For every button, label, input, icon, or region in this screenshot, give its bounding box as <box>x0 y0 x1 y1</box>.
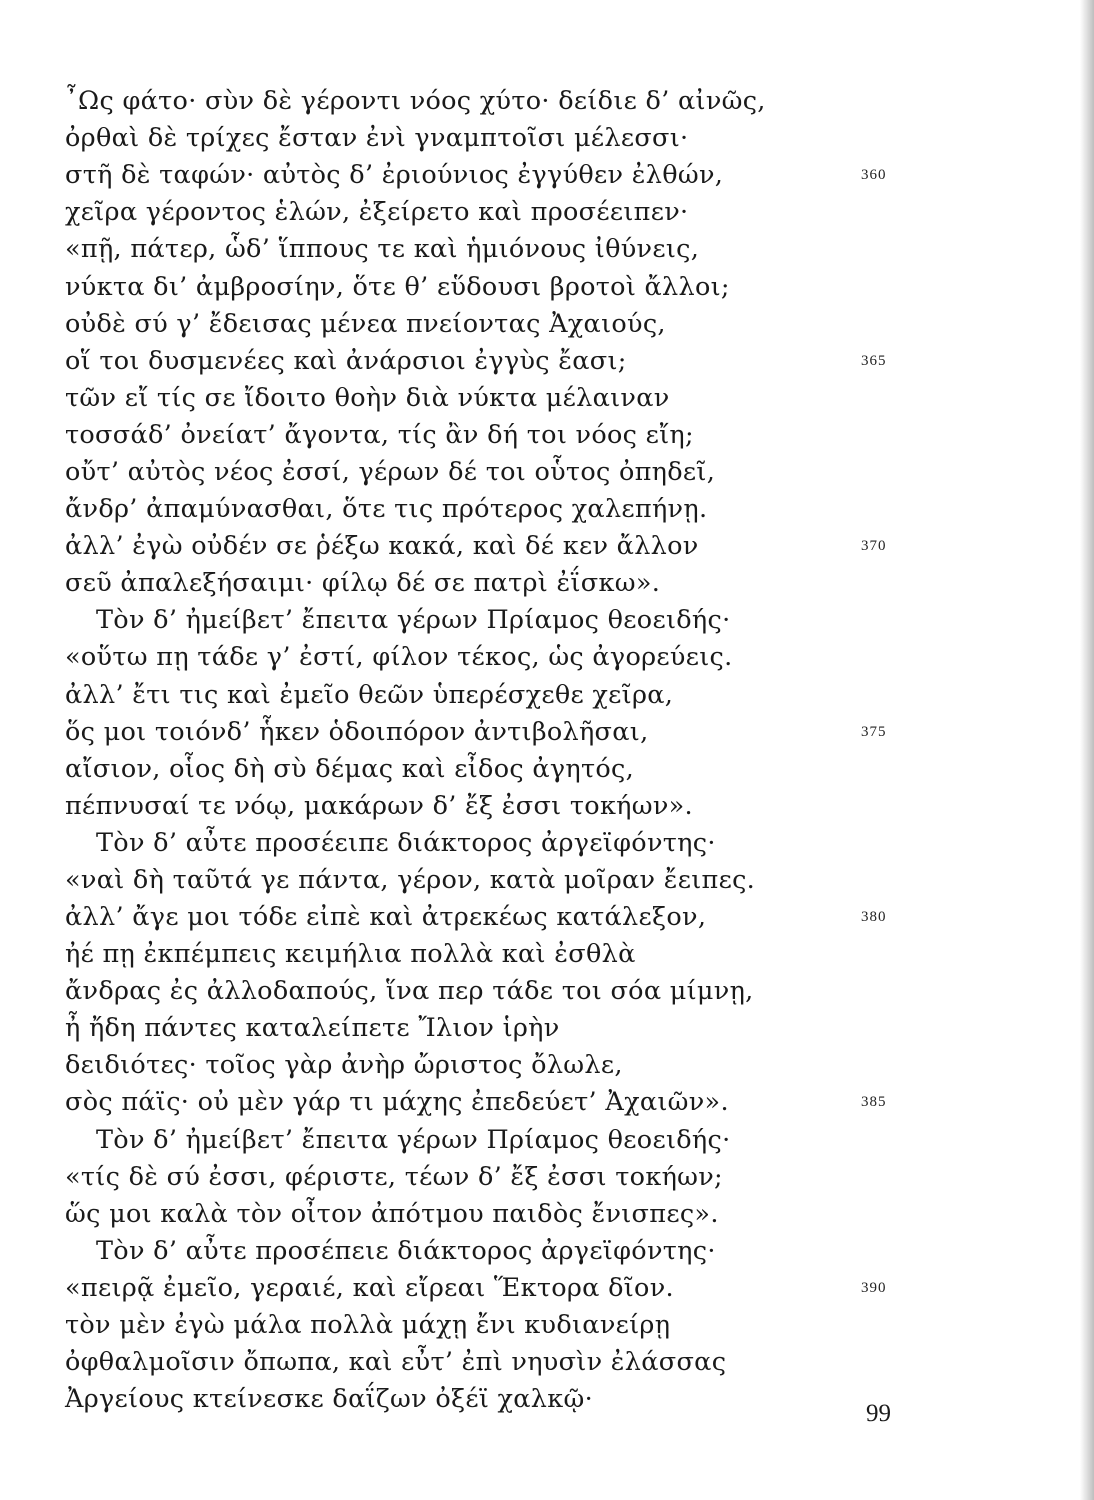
verse-text: ἦ ἤδη πάντες καταλείπετε Ἴλιον ἱρὴν <box>65 1013 560 1043</box>
verse-line <box>0 192 1094 232</box>
verse-line <box>0 897 1094 937</box>
verse-text: οὐδὲ σύ γ’ ἔδεισας μένεα πνείοντας Ἀχαιούς, <box>65 309 666 339</box>
verse-text: «πῇ, πάτερ, ὧδ’ ἵππους τε καὶ ἡμιόνους ἰθύνεις, <box>65 234 700 264</box>
verse-line <box>0 229 1094 269</box>
verse-line <box>0 860 1094 900</box>
verse-line <box>0 563 1094 603</box>
verse-text: οὔτ’ αὐτὸς νέος ἐσσί, γέρων δέ τοι οὗτος ὀπηδεῖ, <box>65 457 716 487</box>
verse-text: τῶν εἴ τίς σε ἴδοιτο θοὴν διὰ νύκτα μέλαιναν <box>65 383 670 413</box>
verse-line <box>0 600 1094 640</box>
line-number: 380 <box>861 909 887 925</box>
verse-line <box>0 118 1094 158</box>
verse-text: «ναὶ δὴ ταῦτά γε πάντα, γέρον, κατὰ μοῖραν ἔειπες. <box>65 865 756 895</box>
verse-line <box>0 675 1094 715</box>
verse-line <box>0 1231 1094 1271</box>
verse-line <box>0 452 1094 492</box>
verse-text: ὀφθαλμοῖσιν ὄπωπα, καὶ εὖτ’ ἐπὶ νηυσὶν ἐλάσσας <box>65 1347 727 1377</box>
verse-line <box>0 341 1094 381</box>
verse-line <box>0 1305 1094 1345</box>
verse-line <box>0 1379 1094 1419</box>
verse-line <box>0 1120 1094 1160</box>
verse-text: πέπνυσαί τε νόῳ, μακάρων δ’ ἔξ ἐσσι τοκήων». <box>65 791 693 821</box>
verse-text: τὸν μὲν ἐγὼ μάλα πολλὰ μάχῃ ἔνι κυδιανείρῃ <box>65 1310 671 1340</box>
verse-line <box>0 712 1094 752</box>
verse-text: «πειρᾷ ἐμεῖο, γεραιέ, καὶ εἴρεαι Ἕκτορα δῖον. <box>65 1273 674 1303</box>
verse-text: ἀλλ’ ἐγὼ οὐδέν σε ῥέξω κακά, καὶ δέ κεν ἄλλον <box>65 531 699 561</box>
line-number: 375 <box>861 724 887 740</box>
verse-text: δειδιότες· τοῖος γὰρ ἀνὴρ ὤριστος ὄλωλε, <box>65 1050 623 1080</box>
verse-text: Τὸν δ’ αὖτε προσέπειε διάκτορος ἀργεϊφόντης· <box>96 1236 716 1266</box>
verse-line <box>0 415 1094 455</box>
verse-line <box>0 1082 1094 1122</box>
verse-text: Τὸν δ’ ἠμείβετ’ ἔπειτα γέρων Πρίαμος θεοειδής· <box>96 605 731 635</box>
verse-text: σεῦ ἀπαλεξήσαιμι· φίλῳ δέ σε πατρὶ ἐΐσκω». <box>65 568 661 598</box>
verse-line <box>0 786 1094 826</box>
verse-line <box>0 971 1094 1011</box>
verse-text: ὀρθαὶ δὲ τρίχες ἔσταν ἐνὶ γναμπτοῖσι μέλεσσι· <box>65 123 689 153</box>
verse-line <box>0 489 1094 529</box>
verse-line <box>0 1008 1094 1048</box>
verse-text: ἠέ πῃ ἐκπέμπεις κειμήλια πολλὰ καὶ ἐσθλὰ <box>65 939 636 969</box>
verse-line <box>0 378 1094 418</box>
verse-line <box>0 823 1094 863</box>
verse-text: ὥς μοι καλὰ τὸν οἶτον ἀπότμου παιδὸς ἔνισπες». <box>65 1199 719 1229</box>
verse-text: ἄνδρας ἐς ἀλλοδαπούς, ἵνα περ τάδε τοι σόα μίμνῃ, <box>65 976 754 1006</box>
verse-text: τοσσάδ’ ὀνείατ’ ἄγοντα, τίς ἂν δή τοι νόος εἴη; <box>65 420 694 450</box>
verse-line <box>0 1045 1094 1085</box>
verse-text: «τίς δὲ σύ ἐσσι, φέριστε, τέων δ’ ἔξ ἐσσι τοκήων; <box>65 1162 723 1192</box>
verse-line <box>0 1157 1094 1197</box>
verse-text: Ἀργείους κτείνεσκε δαΐζων ὀξέϊ χαλκῷ· <box>65 1384 593 1414</box>
verse-text: αἴσιον, οἷος δὴ σὺ δέμας καὶ εἶδος ἀγητός, <box>65 754 635 784</box>
verse-line <box>0 934 1094 974</box>
verse-line <box>0 1194 1094 1234</box>
verse-text: στῆ δὲ ταφών· αὐτὸς δ’ ἐριούνιος ἐγγύθεν ἐλθών, <box>65 160 724 190</box>
verse-line <box>0 637 1094 677</box>
line-number: 365 <box>861 353 887 369</box>
page-number: 99 <box>866 1400 891 1427</box>
verse-line <box>0 526 1094 566</box>
verse-line <box>0 81 1094 121</box>
verse-text: ἀλλ’ ἄγε μοι τόδε εἰπὲ καὶ ἀτρεκέως κατάλεξον, <box>65 902 707 932</box>
verse-text: νύκτα δι’ ἀμβροσίην, ὅτε θ’ εὕδουσι βροτοὶ ἄλλοι; <box>65 272 730 302</box>
verse-text: ὅς μοι τοιόνδ’ ἧκεν ὁδοιπόρον ἀντιβολῆσαι, <box>65 717 649 747</box>
verse-text: χεῖρα γέροντος ἑλών, ἐξείρετο καὶ προσέειπεν· <box>65 197 689 227</box>
verse-line <box>0 304 1094 344</box>
verse-text: Τὸν δ’ αὖτε προσέειπε διάκτορος ἀργεϊφόντης· <box>96 828 716 858</box>
verse-text: «οὕτω πῃ τάδε γ’ ἐστί, φίλον τέκος, ὡς ἀγορεύεις. <box>65 642 733 672</box>
verse-line <box>0 155 1094 195</box>
verse-text: σὸς πάϊς· οὐ μὲν γάρ τι μάχης ἐπεδεύετ’ Ἀχαιῶν». <box>65 1087 729 1117</box>
verse-text: Τὸν δ’ ἠμείβετ’ ἔπειτα γέρων Πρίαμος θεοειδής· <box>96 1125 731 1155</box>
verse-line <box>0 1268 1094 1308</box>
line-number: 390 <box>861 1280 887 1296</box>
verse-text: ῏Ως φάτο· σὺν δὲ γέροντι νόος χύτο· δείδιε δ’ αἰνῶς, <box>65 86 766 116</box>
line-number: 370 <box>861 538 887 554</box>
line-number: 385 <box>861 1094 887 1110</box>
verse-text: ἀλλ’ ἔτι τις καὶ ἐμεῖο θεῶν ὑπερέσχεθε χεῖρα, <box>65 680 674 710</box>
verse-line <box>0 749 1094 789</box>
verse-line <box>0 1342 1094 1382</box>
verse-text: ἄνδρ’ ἀπαμύνασθαι, ὅτε τις πρότερος χαλεπήνῃ. <box>65 494 708 524</box>
verse-text: οἵ τοι δυσμενέες καὶ ἀνάρσιοι ἐγγὺς ἔασι; <box>65 346 627 376</box>
line-number: 360 <box>861 167 887 183</box>
verse-line <box>0 267 1094 307</box>
